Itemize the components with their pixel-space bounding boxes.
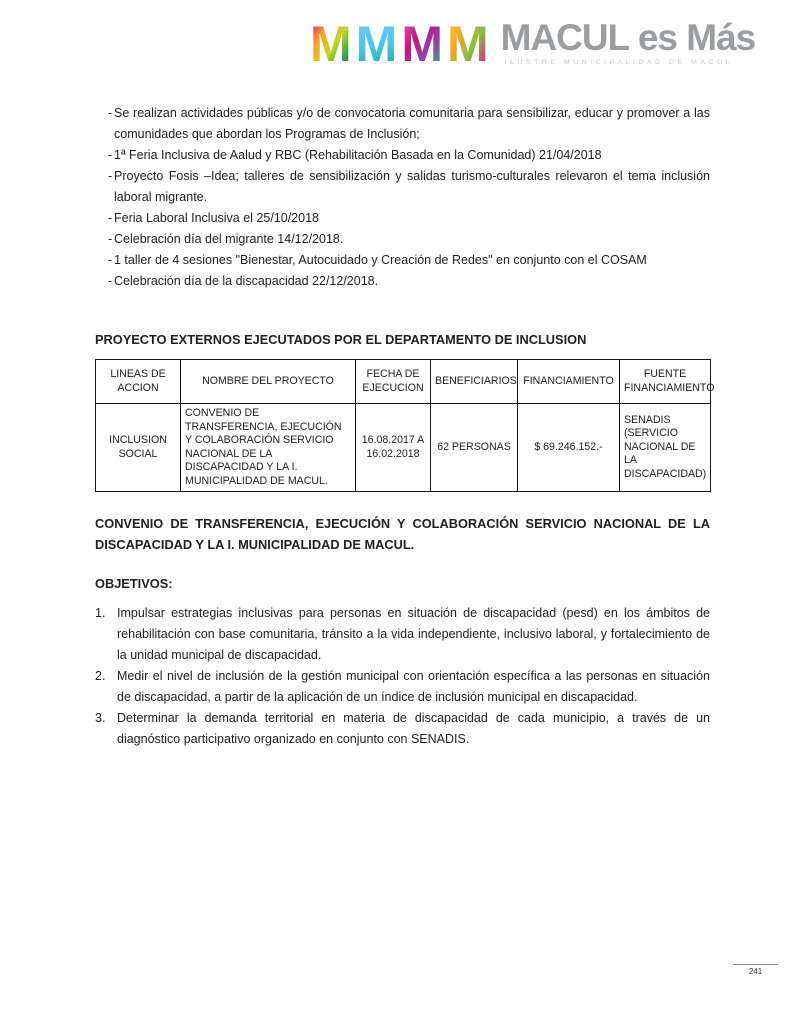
list-item [95,103,710,145]
column-header: FECHA DE EJECUCION [356,360,431,404]
column-header: FINANCIAMIENTO [518,360,620,404]
list-item-text: 1 taller de 4 sesiones "Bienestar, Autocuidado y Creación de Redes" en conjunto con el COSAM [114,253,647,267]
logo-m-icon: M [446,16,489,72]
objectives-list [95,603,710,750]
table-cell-fuente: SENADIS (SERVICIO NACIONAL DE LA DISCAPACIDAD) [620,404,711,492]
section-title: PROYECTO EXTERNOS EJECUTADOS POR EL DEPARTAMENTO DE INCLUSION [95,332,587,347]
list-item-text: 1ª Feria Inclusiva de Aalud y RBC (Rehabilitación Basada en la Comunidad) 21/04/2018 [114,148,602,162]
activities-list [95,103,710,292]
bullet-dash: - [108,169,113,183]
column-header: BENEFICIARIOS [431,360,518,404]
table-cell-nombre: CONVENIO DE TRANSFERENCIA, EJECUCIÓN Y COLABORACIÓN SERVICIO NACIONAL DE LA DISCAPACIDAD Y LA I. MUNICIPALIDAD DE MACUL. [181,404,356,492]
list-item [95,708,710,750]
list-item-number: 2. [95,669,106,683]
bullet-dash: - [108,253,113,267]
table-cell-beneficiarios: 62 PERSONAS [431,404,518,492]
list-item-text: Celebración día del migrante 14/12/2018. [114,232,344,246]
list-item [95,145,710,166]
column-header: LINEAS DE ACCION [96,360,181,404]
page-number: 241 [733,964,778,977]
logo-mmmm-icon [310,16,489,72]
bullet-dash: - [108,274,113,288]
table-cell-fecha: 16.08.2017 A 16.02.2018 [356,404,431,492]
bullet-dash: - [108,106,113,120]
bullet-dash: - [108,211,113,225]
table-row [96,404,711,492]
list-item-text: Se realizan actividades públicas y/o de convocatoria comunitaria para sensibilizar, educar y promover a las comunidades que abordan los Programas de Inclusión; [114,106,710,141]
table-header-row [96,360,711,404]
table-cell-lineas: INCLUSION SOCIAL [96,404,181,492]
table-cell-financiamiento: $ 69.246.152.- [518,404,620,492]
list-item-text: Celebración día de la discapacidad 22/12/2018. [114,274,379,288]
column-header: FUENTE FINANCIAMIENTO [620,360,711,404]
municipality-logo [310,16,756,72]
list-item-text: Feria Laboral Inclusiva el 25/10/2018 [114,211,319,225]
bullet-dash: - [108,148,113,162]
logo-m-icon: M [310,16,352,72]
list-item-text: Medir el nivel de inclusión de la gestión municipal con orientación específica a las personas en situación de discapacidad, a partir de la aplicación de un índice de inclusión municipal en discapacidad. [117,669,710,704]
column-header: NOMBRE DEL PROYECTO [181,360,356,404]
bullet-dash: - [108,232,113,246]
logo-m-icon: M [355,16,398,72]
list-item-number: 1. [95,606,106,620]
convenio-title: CONVENIO DE TRANSFERENCIA, EJECUCIÓN Y COLABORACIÓN SERVICIO NACIONAL DE LA DISCAPACIDAD Y LA I. MUNICIPALIDAD DE MACUL. [95,516,710,552]
logo-m-icon: M [401,16,443,72]
logo-text-block [501,18,756,66]
objetivos-label: OBJETIVOS: [95,576,173,591]
list-item [95,271,710,292]
list-item [95,208,710,229]
list-item [95,166,710,208]
page-content [95,103,715,750]
logo-tagline: ILUSTRE MUNICIPALIDAD DE MACUL [504,59,733,66]
list-item-text: Proyecto Fosis –Idea; talleres de sensibilización y salidas turismo-culturales relevaron el tema inclusión laboral migrante. [114,169,710,204]
list-item [95,666,710,708]
list-item [95,229,710,250]
list-item-number: 3. [95,711,106,725]
logo-brand-name: MACUL es Más [500,17,756,58]
list-item [95,603,710,666]
list-item-text: Determinar la demanda territorial en materia de discapacidad de cada municipio, a través de un diagnóstico participativo organizado en conjunto con SENADIS. [117,711,710,746]
list-item [95,250,710,271]
projects-table [95,359,715,492]
list-item-text: Impulsar estrategias inclusivas para personas en situación de discapacidad (pesd) en los ámbitos de rehabilitación con base comunitaria, tránsito a la vida independiente, inclusivo laboral, y fortalecimiento de la unidad municipal de discapacidad. [117,606,710,662]
